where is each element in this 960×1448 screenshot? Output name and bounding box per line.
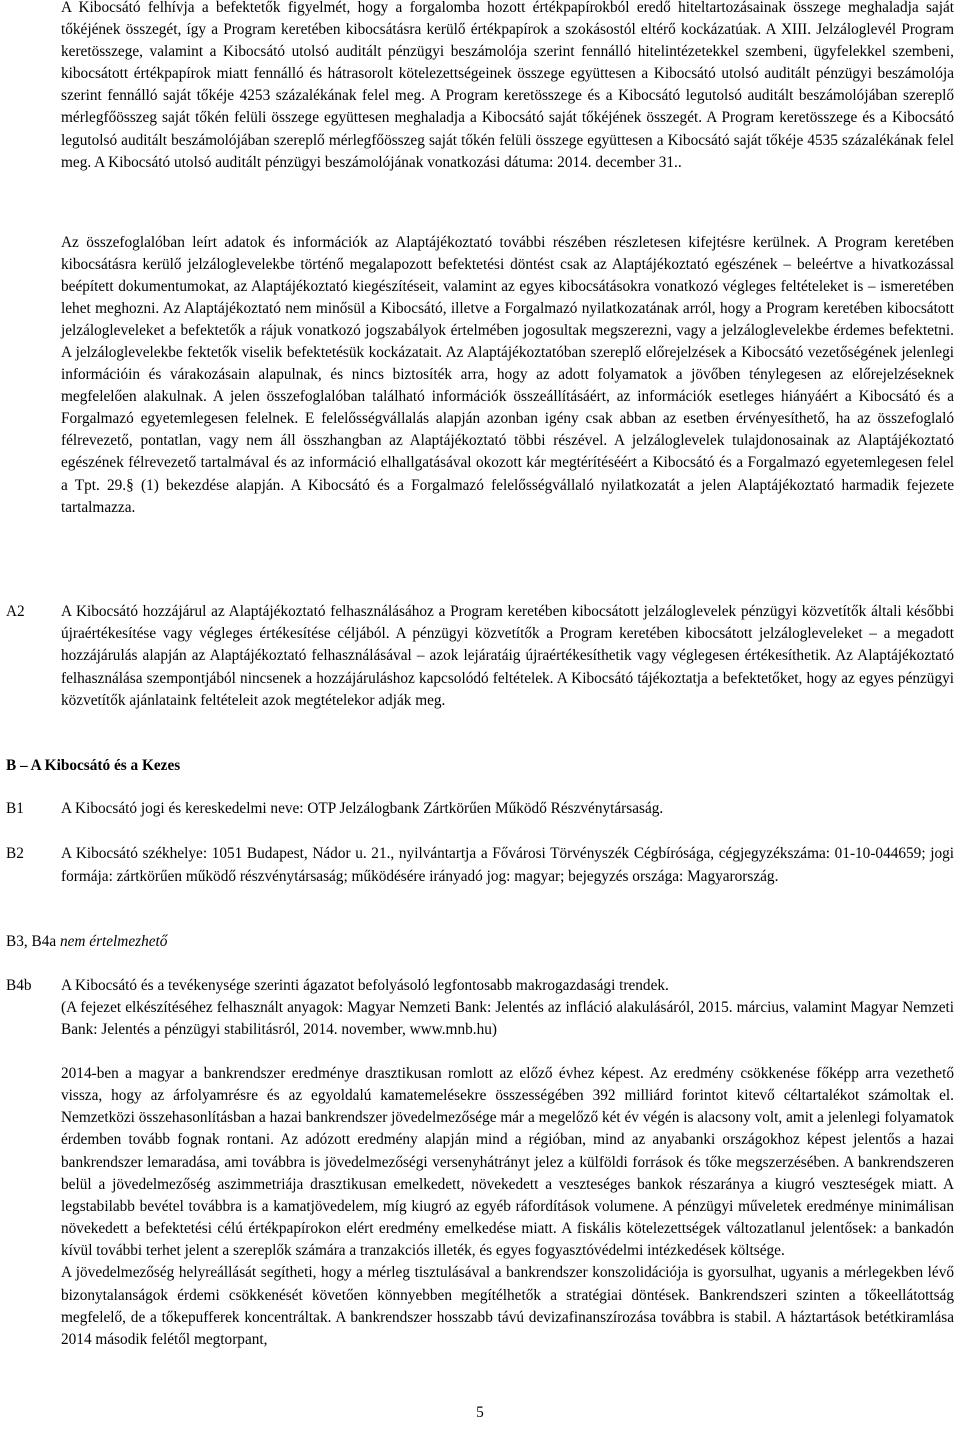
b4b-sources: (A fejezet elkészítéséhez felhasznált anyagok: Magyar Nemzeti Bank: Jelentés az infláció alakulásáról, 2015. március, valamint Magyar Nemzeti Bank: Jelentés a pénzügyi stabilitásról, 2014. november, www.mnb.hu) [61, 999, 954, 1039]
b1-text: A Kibocsátó jogi és kereskedelmi neve: OTP Jelzálogbank Zártkörűen Működő Részvénytársaság. [61, 800, 664, 817]
a1-paragraph-2: Az összefoglalóban leírt adatok és információk az Alaptájékoztató további részében részletesen kifejtésre kerülnek. A Program keretében kibocsátásra kerülő jelzáloglevelekbe történő megalapozott befektetési döntést csak az Alaptájékoztató egészének – beleértve a hivatkozással beépített dokumentumokat, az Alaptájékoztató kiegészítéseit, valamint az egyes kibocsátásokra vonatkozó végleges feltételeket is – ismeretében lehet meghozni. Az Alaptájékoztató nem minősül a Kibocsátó, illetve a Forgalmazó nyilatkozatának arról, hogy a Program keretében kibocsátott jelzálogleveleket a befektetők a rájuk vonatkozó jogszabályok értelmében jogosultak megszerezni, vagy a jelzáloglevelekbe érdemes befektetni. A jelzáloglevelekbe fektetők viselik befektetésük kockázatait. Az Alaptájékoztatóban szereplő előrejelzések a Kibocsátó vezetőségének jelenlegi információin és várakozásain alapulnak, és nincs biztosíték arra, hogy az adott folyamatok a jövőben ténylegesen az előrejelzéseknek megfelelően alakulnak. A jelen összefoglalóban található információk összeállításáért, az információk esetleges hiányáért a Kibocsátó és a Forgalmazó egyetemlegesen felelnek. E felelősségvállalás alapján azonban igény csak abban az esetben érvényesíthető, ha az összefoglaló félrevezető, pontatlan, vagy nem áll összhangban az Alaptájékoztató többi részével. A jelzáloglevelek tulajdonosainak az Alaptájékoztató egészének félrevezető tartalmával és az információ elhallgatásával okozott kár megtérítéséért a Kibocsátó és a Forgalmazó egyetemlegesen felel a Tpt. 29.§ (1) bekezdése alapján. A Kibocsátó és a Forgalmazó felelősségvállaló nyilatkozatát a jelen Alaptájékoztató harmadik fejezete tartalmazza. [61, 234, 954, 516]
section-label: B2 [6, 845, 24, 862]
a1-paragraph-1: A Kibocsátó felhívja a befektetők figyelmét, hogy a forgalomba hozott értékpapírokból eredő hiteltartozásainak összege meghaladja saját tőkéjének összegét, így a Program keretében kibocsátásra kerülő értékpapírok a szokásostól eltérő kockázatúak. A XIII. Jelzáloglevél Program keretösszege, valamint a Kibocsátó utolsó auditált pénzügyi beszámolója szerint fennálló hitelintézetekkel szembeni, ügyfelekkel szembeni, kibocsátott értékpapírok miatt fennálló és hátrasorolt kötelezettségeinek összege együttesen a Kibocsátó utolsó auditált pénzügyi beszámolója szerint fennálló saját tőkéje 4253 százalékának felel meg. A Program keretösszege és a Kibocsátó legutolsó auditált beszámolójában szereplő mérlegfőösszeg saját tőkén felüli összege együttesen meghaladja a Kibocsátó saját tőkéjének összegét. A Program keretösszege és a Kibocsátó legutolsó auditált beszámolójában szereplő mérlegfőösszeg saját tőkén felüli összege együttesen a Kibocsátó saját tőkéje 4535 százalékának felel meg. A Kibocsátó utolsó auditált pénzügyi beszámolójának vonatkozási dátuma: 2014. december 31.. [61, 0, 954, 171]
b2-text: A Kibocsátó székhelye: 1051 Budapest, Nádor u. 21., nyilvántartja a Fővárosi Törvényszék Cégbírósága, cégjegyzékszáma: 01-10-044659; jogi formája: zártkörűen működő részvénytársaság; működésére irányadó jog: magyar; bejegyzés országa: Magyarország. [61, 845, 954, 885]
page-number: 5 [476, 1404, 484, 1421]
section-label: B1 [6, 800, 24, 817]
b4b-paragraph-2: A jövedelmezőség helyreállását segítheti, hogy a mérleg tisztulásával a bankrendszer konszolidációja is gyorsulhat, ugyanis a mérlegekben lévő bizonytalanságok érdemi csökkenését követően könnyebben megítélhetők a stratégiai döntések. Bankrendszeri szinten a tőkeellátottság megfelelő, de a tőkepufferek koncentráltak. A bankrendszer hosszabb távú devizafinanszírozása továbbra is stabil. A háztartások betétkiramlása 2014 második felétől megtorpant, [61, 1264, 954, 1348]
section-label: B4b [6, 977, 32, 994]
section-heading: B – A Kibocsátó és a Kezes [6, 757, 181, 774]
b4b-title: A Kibocsátó és a tevékenysége szerinti ágazatot befolyásoló legfontosabb makrogazdasági trendek. [61, 977, 669, 994]
section-label: B3, B4a [6, 933, 60, 950]
section-label: A2 [6, 603, 25, 620]
a2-text: A Kibocsátó hozzájárul az Alaptájékoztató felhasználásához a Program keretében kibocsátott jelzáloglevelek pénzügyi közvetítők általi későbbi újraértékesítése vagy végleges értékesítése céljából. A pénzügyi közvetítők a Program keretében kibocsátott jelzálogleveleket – a megadott hozzájárulás alapján az Alaptájékoztató felhasználásával – azok lejáratáig újraértékesíthetik vagy véglegesen értékesíthetik. Az Alaptájékoztató felhasználása szempontjából nincsenek a hozzájáruláshoz kapcsolódó feltételek. A Kibocsátó tájékoztatja a befektetőket, hogy az egyes pénzügyi közvetítők ajánlataink feltételeit azok megtételekor adják meg. [61, 603, 954, 709]
not-applicable-note: nem értelmezhető [59, 933, 168, 950]
b4b-paragraph-1: 2014-ben a magyar a bankrendszer eredménye drasztikusan romlott az előző évhez képest. Az eredmény csökkenése főképp arra vezethető vissza, hogy az árfolyamrésre és az egyoldalú kamatemelésekre összességében 392 milliárd forintot kitevő céltartalékot számoltak el. Nemzetközi összehasonlításban a hazai bankrendszer jövedelmezősége már a megelőző két év végén is alacsony volt, amit a jelenlegi folyamatok érdemben tovább fognak rontani. Az adózott eredmény alapján mind a régióban, mind az anyabanki országokhoz képest jelentős a hazai bankrendszer lemaradása, ami továbbra is jövedelmezőségi versenyhátrányt jelez a külföldi források és tőke megszerzésében. A bankrendszeren belül a jövedelmezőség aszimmetriája drasztikusan emelkedett, növekedett a veszteséges bankok részaránya a kiugró veszteségek miatt. A legstabilabb bevétel továbbra is a kamatjövedelem, míg kiugró az egyéb ráfordítások volumene. A pénzügyi műveletek eredménye minimálisan növekedett a befektetési célú értékpapírokon elért eredmény emelkedése miatt. A fiskális kötelezettségek változatlanul jelentősek: a bankadón kívül további terhet jelent a szereplők számára a tranzakciós illeték, és egyes fogyasztóvédelmi intézkedések költsége. [61, 1065, 954, 1260]
